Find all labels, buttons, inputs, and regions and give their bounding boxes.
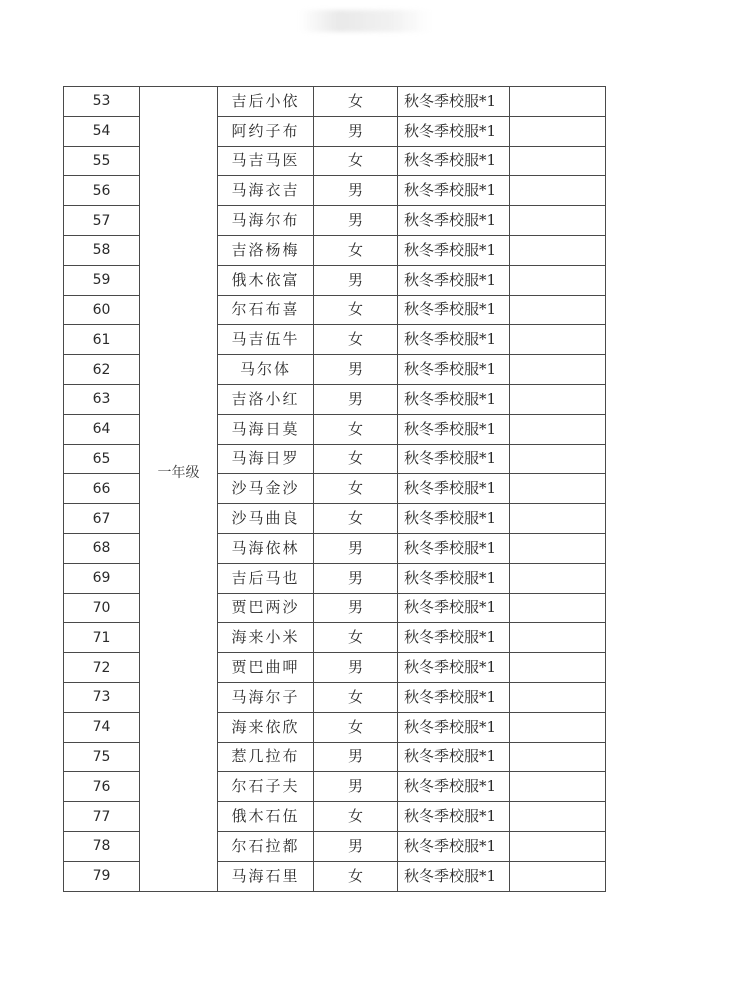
row-number: 57 xyxy=(64,206,140,236)
row-number: 77 xyxy=(64,802,140,832)
student-name: 马海尔布 xyxy=(218,206,314,236)
empty-cell xyxy=(510,653,606,683)
empty-cell xyxy=(510,116,606,146)
empty-cell xyxy=(510,325,606,355)
student-name: 吉后小依 xyxy=(218,87,314,117)
student-gender: 男 xyxy=(314,563,398,593)
empty-cell xyxy=(510,474,606,504)
student-gender: 男 xyxy=(314,116,398,146)
student-name: 俄木依富 xyxy=(218,265,314,295)
row-number: 54 xyxy=(64,116,140,146)
uniform-item: 秋冬季校服*1 xyxy=(398,146,510,176)
empty-cell xyxy=(510,563,606,593)
student-name: 马海日莫 xyxy=(218,414,314,444)
student-name: 俄木石伍 xyxy=(218,802,314,832)
student-gender: 男 xyxy=(314,593,398,623)
student-gender: 女 xyxy=(314,87,398,117)
uniform-item: 秋冬季校服*1 xyxy=(398,325,510,355)
student-name: 阿约子布 xyxy=(218,116,314,146)
table-row xyxy=(64,87,606,117)
student-name: 贾巴曲呷 xyxy=(218,653,314,683)
student-gender: 女 xyxy=(314,444,398,474)
student-gender: 男 xyxy=(314,176,398,206)
empty-cell xyxy=(510,265,606,295)
row-number: 60 xyxy=(64,295,140,325)
empty-cell xyxy=(510,861,606,891)
student-gender: 女 xyxy=(314,712,398,742)
uniform-item: 秋冬季校服*1 xyxy=(398,802,510,832)
student-name: 沙马金沙 xyxy=(218,474,314,504)
student-name: 马海石里 xyxy=(218,861,314,891)
row-number: 67 xyxy=(64,504,140,534)
row-number: 68 xyxy=(64,533,140,563)
row-number: 64 xyxy=(64,414,140,444)
student-gender: 女 xyxy=(314,623,398,653)
empty-cell xyxy=(510,682,606,712)
student-name: 马海日罗 xyxy=(218,444,314,474)
student-uniform-table xyxy=(63,86,606,892)
uniform-item: 秋冬季校服*1 xyxy=(398,533,510,563)
empty-cell xyxy=(510,742,606,772)
student-gender: 男 xyxy=(314,653,398,683)
student-name: 马吉马医 xyxy=(218,146,314,176)
row-number: 74 xyxy=(64,712,140,742)
uniform-item: 秋冬季校服*1 xyxy=(398,772,510,802)
student-gender: 男 xyxy=(314,355,398,385)
student-name: 马吉伍牛 xyxy=(218,325,314,355)
empty-cell xyxy=(510,414,606,444)
empty-cell xyxy=(510,712,606,742)
student-gender: 女 xyxy=(314,325,398,355)
student-name: 贾巴两沙 xyxy=(218,593,314,623)
uniform-item: 秋冬季校服*1 xyxy=(398,355,510,385)
uniform-item: 秋冬季校服*1 xyxy=(398,384,510,414)
row-number: 70 xyxy=(64,593,140,623)
uniform-item: 秋冬季校服*1 xyxy=(398,474,510,504)
student-gender: 女 xyxy=(314,414,398,444)
uniform-item: 秋冬季校服*1 xyxy=(398,414,510,444)
student-gender: 女 xyxy=(314,802,398,832)
row-number: 62 xyxy=(64,355,140,385)
uniform-item: 秋冬季校服*1 xyxy=(398,623,510,653)
student-name: 吉洛杨梅 xyxy=(218,235,314,265)
empty-cell xyxy=(510,802,606,832)
student-gender: 男 xyxy=(314,742,398,772)
uniform-item: 秋冬季校服*1 xyxy=(398,176,510,206)
student-name: 尔石布喜 xyxy=(218,295,314,325)
empty-cell xyxy=(510,146,606,176)
student-name: 马海尔子 xyxy=(218,682,314,712)
student-name: 尔石子夫 xyxy=(218,772,314,802)
row-number: 76 xyxy=(64,772,140,802)
row-number: 72 xyxy=(64,653,140,683)
row-number: 65 xyxy=(64,444,140,474)
student-name: 尔石拉都 xyxy=(218,831,314,861)
student-gender: 男 xyxy=(314,831,398,861)
uniform-item: 秋冬季校服*1 xyxy=(398,861,510,891)
student-name: 马尔体 xyxy=(218,355,314,385)
student-name: 吉后马也 xyxy=(218,563,314,593)
table-body xyxy=(64,87,606,892)
uniform-item: 秋冬季校服*1 xyxy=(398,235,510,265)
empty-cell xyxy=(510,593,606,623)
student-gender: 男 xyxy=(314,384,398,414)
empty-cell xyxy=(510,504,606,534)
student-name: 马海依林 xyxy=(218,533,314,563)
student-name: 海来依欣 xyxy=(218,712,314,742)
student-name: 吉洛小红 xyxy=(218,384,314,414)
student-gender: 女 xyxy=(314,861,398,891)
empty-cell xyxy=(510,623,606,653)
uniform-item: 秋冬季校服*1 xyxy=(398,206,510,236)
row-number: 59 xyxy=(64,265,140,295)
student-name: 惹几拉布 xyxy=(218,742,314,772)
student-gender: 男 xyxy=(314,772,398,802)
student-gender: 女 xyxy=(314,682,398,712)
scan-artifact xyxy=(300,10,430,32)
uniform-item: 秋冬季校服*1 xyxy=(398,742,510,772)
student-gender: 女 xyxy=(314,474,398,504)
empty-cell xyxy=(510,206,606,236)
student-gender: 女 xyxy=(314,146,398,176)
empty-cell xyxy=(510,87,606,117)
empty-cell xyxy=(510,176,606,206)
row-number: 63 xyxy=(64,384,140,414)
student-gender: 女 xyxy=(314,295,398,325)
student-gender: 男 xyxy=(314,265,398,295)
empty-cell xyxy=(510,235,606,265)
row-number: 56 xyxy=(64,176,140,206)
grade-cell xyxy=(140,87,218,892)
uniform-item: 秋冬季校服*1 xyxy=(398,295,510,325)
uniform-item: 秋冬季校服*1 xyxy=(398,593,510,623)
student-gender: 女 xyxy=(314,504,398,534)
student-name: 马海衣吉 xyxy=(218,176,314,206)
row-number: 69 xyxy=(64,563,140,593)
grade-label: 一年级 xyxy=(157,464,200,481)
row-number: 66 xyxy=(64,474,140,504)
row-number: 53 xyxy=(64,87,140,117)
student-gender: 男 xyxy=(314,206,398,236)
uniform-item: 秋冬季校服*1 xyxy=(398,444,510,474)
row-number: 55 xyxy=(64,146,140,176)
row-number: 71 xyxy=(64,623,140,653)
row-number: 61 xyxy=(64,325,140,355)
student-gender: 男 xyxy=(314,533,398,563)
student-name: 海来小米 xyxy=(218,623,314,653)
row-number: 78 xyxy=(64,831,140,861)
uniform-item: 秋冬季校服*1 xyxy=(398,116,510,146)
uniform-item: 秋冬季校服*1 xyxy=(398,563,510,593)
empty-cell xyxy=(510,355,606,385)
row-number: 58 xyxy=(64,235,140,265)
empty-cell xyxy=(510,831,606,861)
empty-cell xyxy=(510,533,606,563)
student-name: 沙马曲良 xyxy=(218,504,314,534)
row-number: 73 xyxy=(64,682,140,712)
uniform-item: 秋冬季校服*1 xyxy=(398,712,510,742)
uniform-item: 秋冬季校服*1 xyxy=(398,504,510,534)
row-number: 75 xyxy=(64,742,140,772)
uniform-item: 秋冬季校服*1 xyxy=(398,653,510,683)
uniform-item: 秋冬季校服*1 xyxy=(398,87,510,117)
empty-cell xyxy=(510,295,606,325)
empty-cell xyxy=(510,384,606,414)
empty-cell xyxy=(510,444,606,474)
empty-cell xyxy=(510,772,606,802)
row-number: 79 xyxy=(64,861,140,891)
uniform-item: 秋冬季校服*1 xyxy=(398,265,510,295)
student-gender: 女 xyxy=(314,235,398,265)
uniform-item: 秋冬季校服*1 xyxy=(398,831,510,861)
uniform-item: 秋冬季校服*1 xyxy=(398,682,510,712)
